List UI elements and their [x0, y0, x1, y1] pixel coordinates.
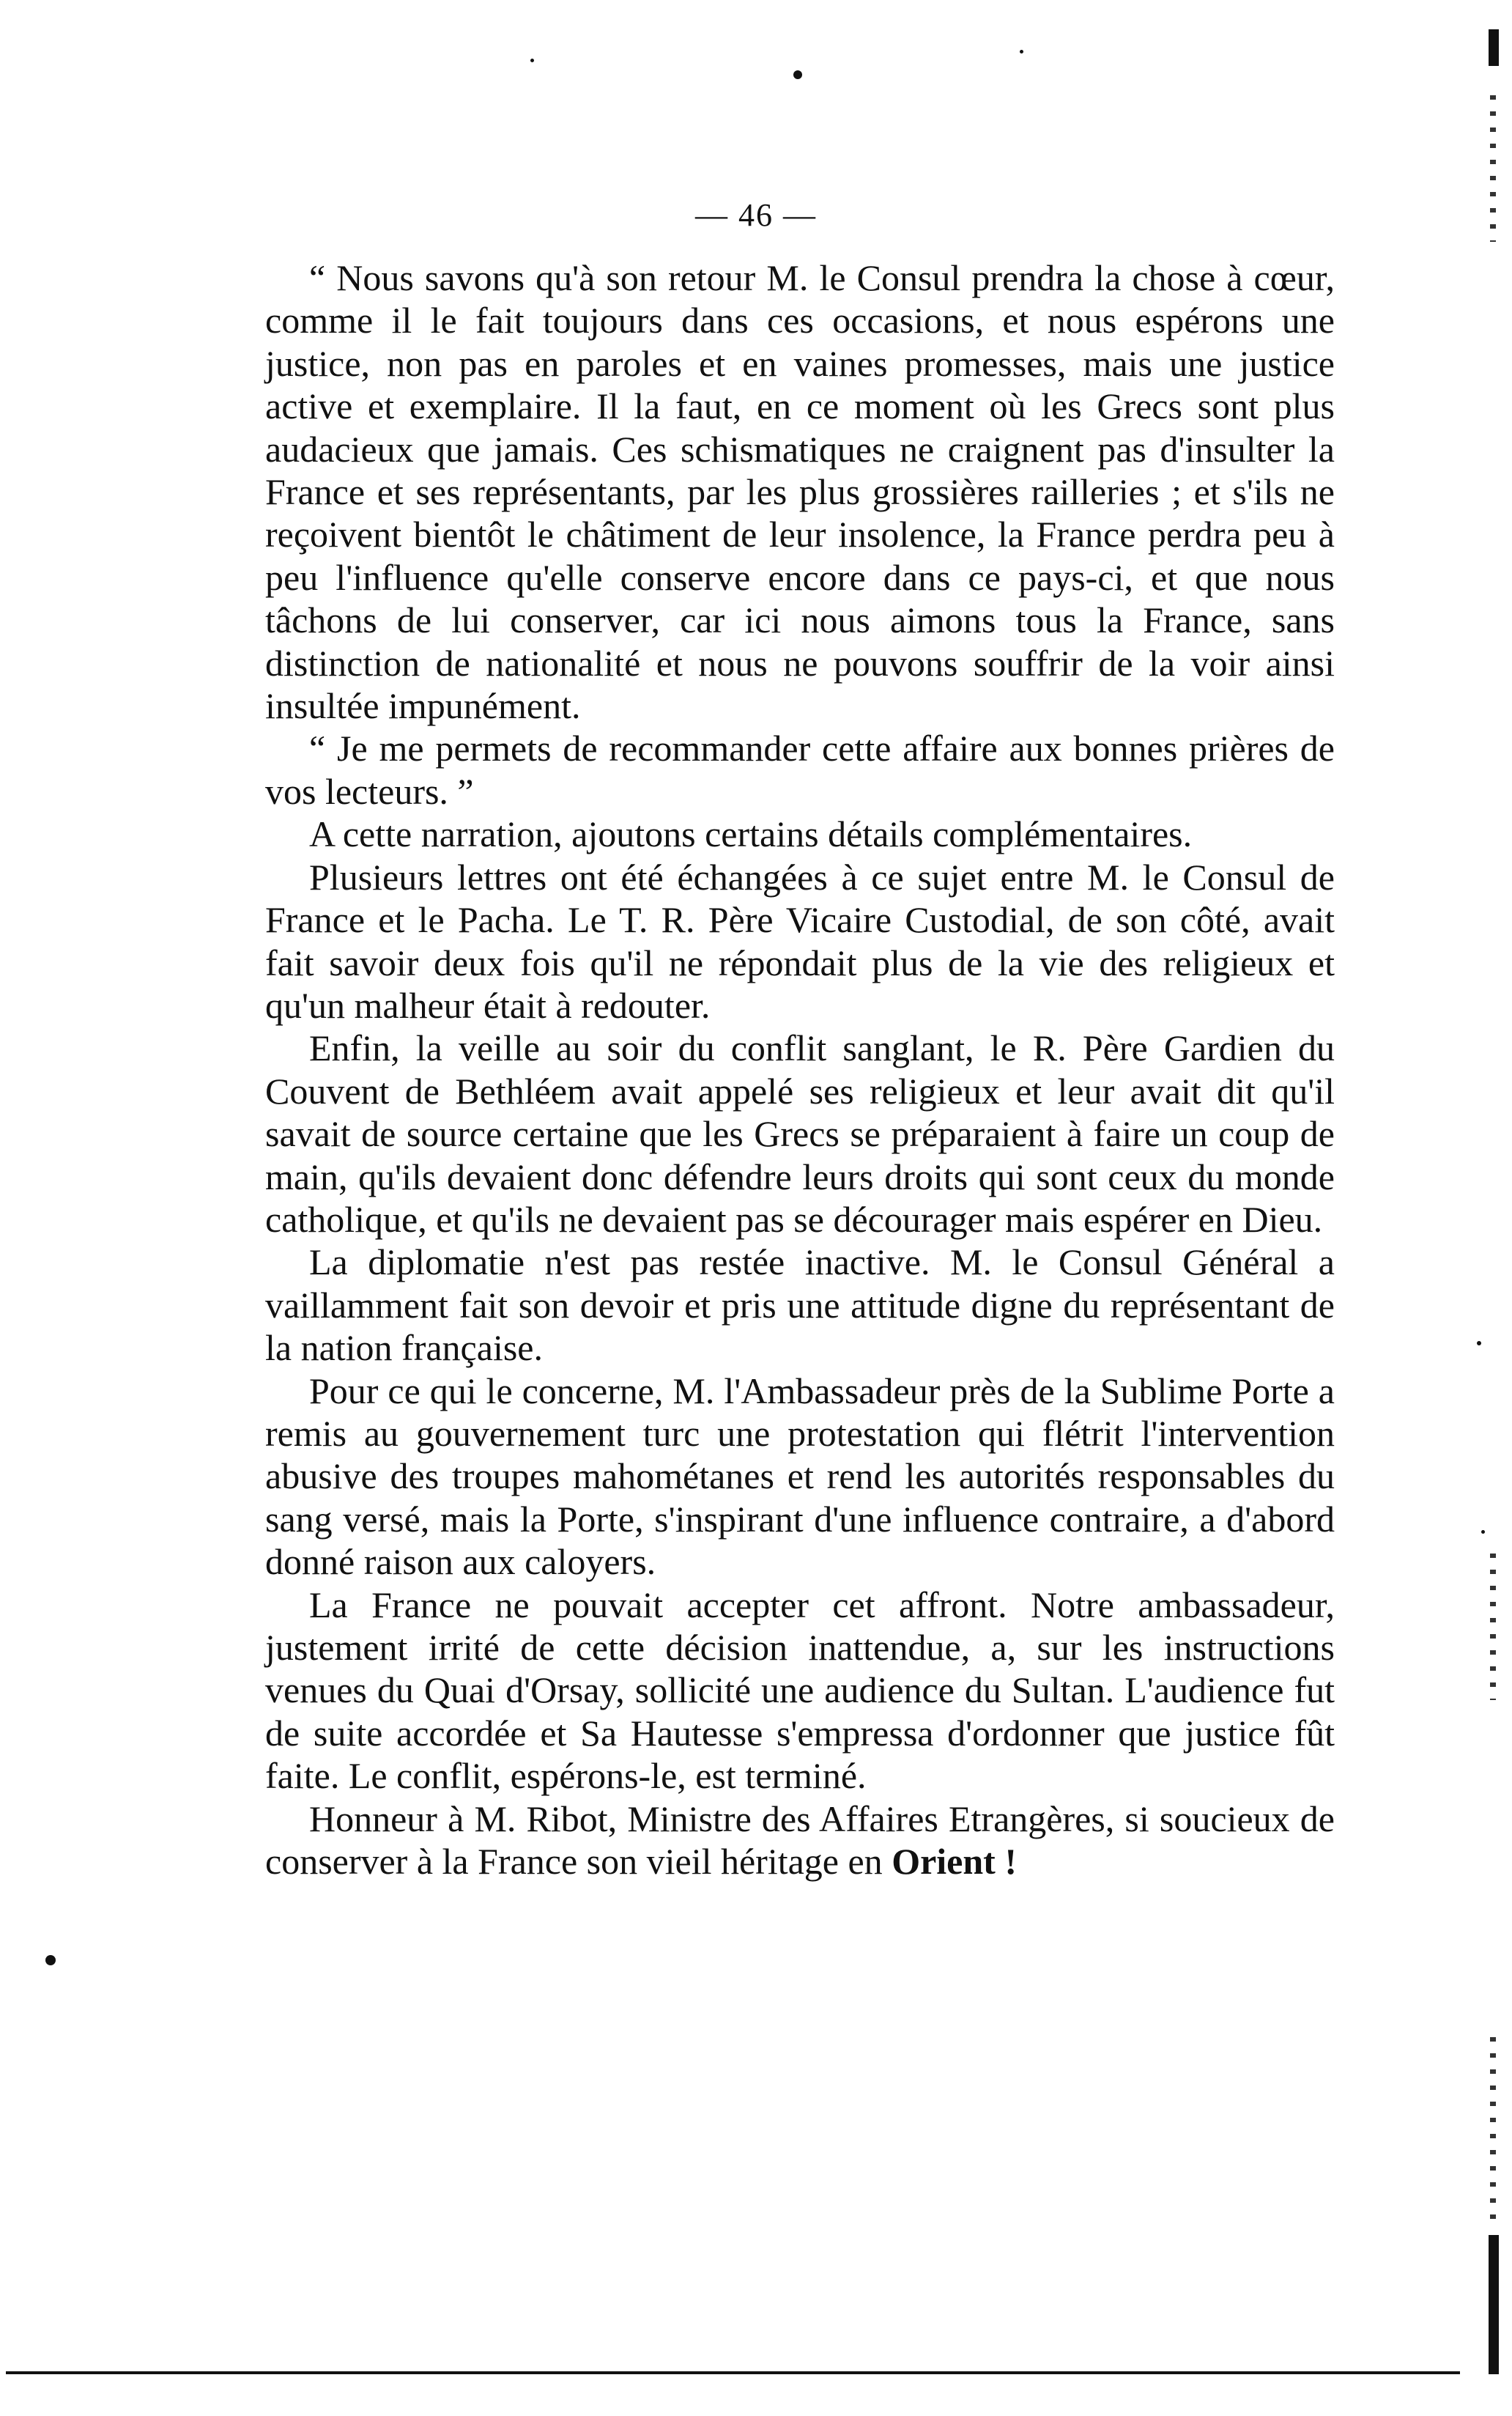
scan-speck: [1477, 1341, 1481, 1345]
paragraph: Plusieurs lettres ont été échangées à ce sujet entre M. le Consul de France et le Pacha. Le T. R. Père Vicaire Custodial, de son côté, avait fait savoir deux fois qu'il ne répondait plus de la vie des religieux et qu'un malheur était à redouter.: [265, 856, 1335, 1026]
paragraph: A cette narration, ajoutons certains détails complémentaires.: [309, 813, 1193, 855]
scan-edge-speckle: [1490, 2037, 1496, 2228]
scan-speck: [793, 70, 802, 79]
scan-speck: [1481, 1530, 1485, 1534]
body-text: [265, 256, 1335, 1883]
scan-speck: [1020, 50, 1023, 53]
scan-speck: [45, 1955, 56, 1965]
paragraph: Enfin, la veille au soir du conflit sanglant, le R. Père Gardien du Couvent de Bethléem avait appelé ses religieux et leur avait dit qu'il savait de source certaine que les Grecs se préparaient à faire un coup de main, qu'ils devaient donc défendre leurs droits qui sont ceux du monde catholique, et qu'ils ne devaient pas se décourager mais espérer en Dieu.: [265, 1027, 1335, 1240]
paragraph: Pour ce qui le concerne, M. l'Ambassadeur près de la Sublime Porte a remis au gouvernement turc une protestation qui flétrit l'intervention abusive des troupes mahométanes et rend les autorités responsables du sang versé, mais la Porte, s'inspirant d'une influence contraire, a d'abord donné raison aux caloyers.: [265, 1370, 1335, 1583]
paragraph: La France ne pouvait accepter cet affront. Notre ambassadeur, justement irrité de cette décision inattendue, a, sur les instructions venues du Quai d'Orsay, sollicité une audience du Sultan. L'audience fut de suite accordée et Sa Hautesse s'empressa d'ordonner que justice fût faite. Le conflit, espérons-le, est terminé.: [265, 1584, 1335, 1797]
scan-edge-mark: [1489, 2235, 1499, 2374]
scan-edge-mark: [1489, 29, 1499, 66]
closing-last-word: Orient !: [892, 1841, 1017, 1883]
closing-text: Honneur à M. Ribot, Ministre des Affaires Etrangères, si soucieux de conserver à la France son vieil héritage en: [265, 1798, 1335, 1883]
closing-paragraph: [265, 1798, 1335, 1883]
paragraph: La diplomatie n'est pas restée inactive. M. le Consul Général a vaillamment fait son devoir et pris une attitude digne du représentant de la nation française.: [265, 1241, 1335, 1369]
page-bottom-edge: [6, 2371, 1460, 2374]
page-number: — 46 —: [695, 197, 817, 233]
paragraph: “ Je me permets de recommander cette affaire aux bonnes prières de vos lecteurs. ”: [265, 728, 1335, 812]
scan-speck: [530, 59, 534, 62]
paragraph: “ Nous savons qu'à son retour M. le Consul prendra la chose à cœur, comme il le fait toujours dans ces occasions, et nous espérons une justice, non pas en paroles et en vaines promesses, mais une justice active et exemplaire. Il la faut, en ce moment où les Grecs sont plus audacieux que jamais. Ces schismatiques ne craignent pas d'insulter la France et ses représentants, par les plus grossières railleries ; et s'ils ne reçoivent bientôt le châtiment de leur insolence, la France perdra peu à peu l'influence qu'elle conserve encore dans ce pays-ci, et que nous tâchons de lui conserver, car ici nous aimons tous la France, sans distinction de nationalité et nous ne pouvons souffrir de la voir ainsi insultée impunément.: [265, 257, 1335, 727]
scan-edge-speckle: [1490, 1554, 1496, 1700]
